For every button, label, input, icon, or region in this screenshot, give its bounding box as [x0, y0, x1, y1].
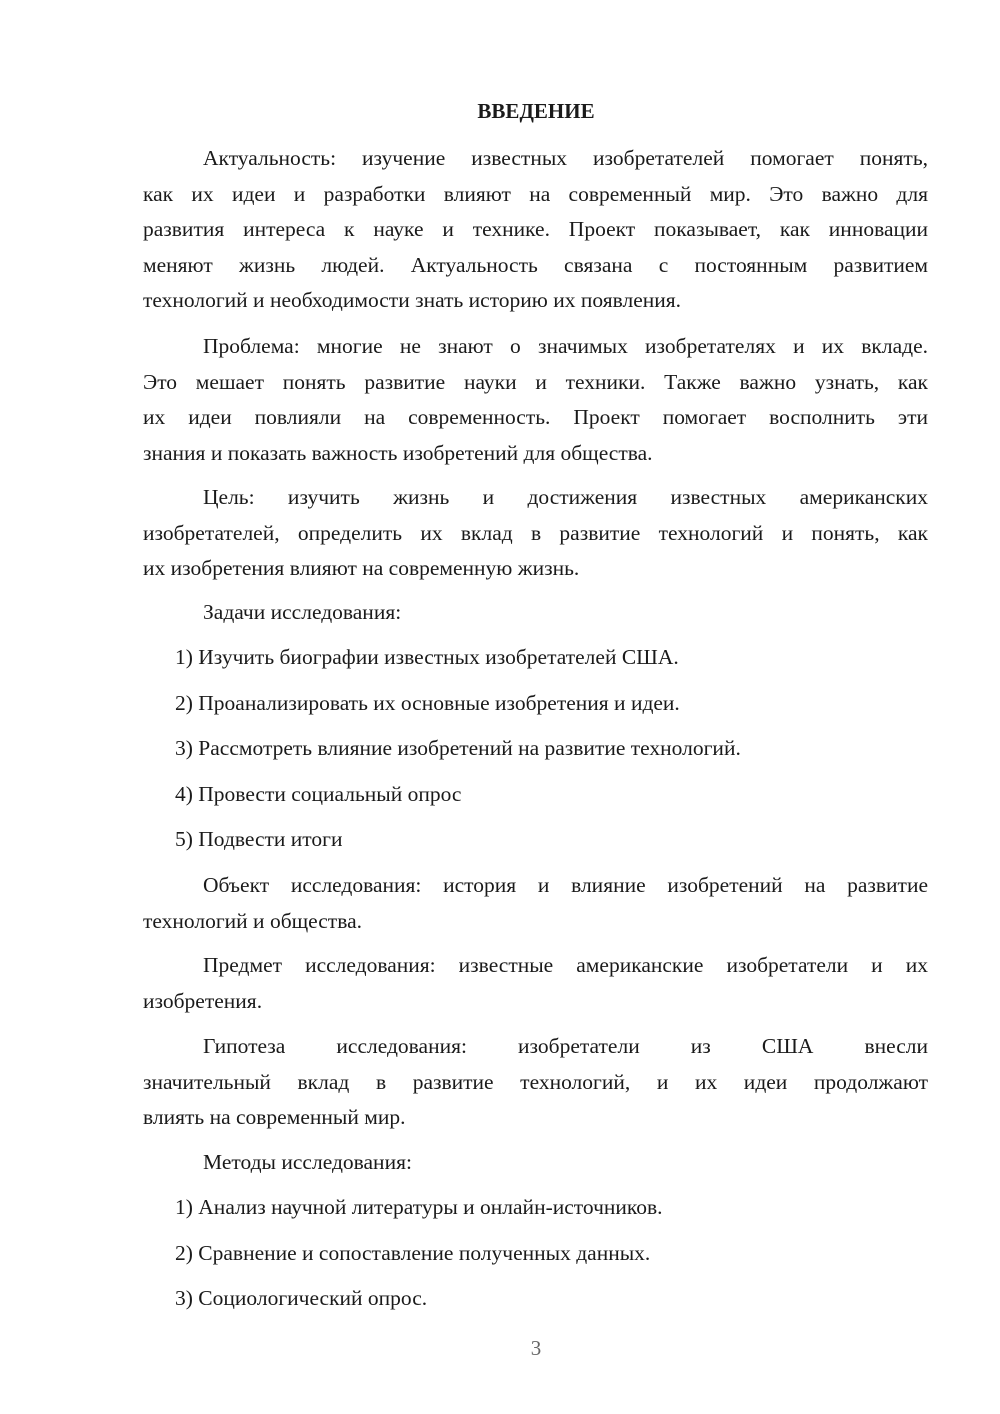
text-line: Цель: изучить жизнь и достижения известных американских — [203, 485, 928, 509]
tasks-heading: Задачи исследования: — [203, 600, 402, 624]
object-paragraph — [143, 868, 928, 939]
methods-list — [143, 1190, 928, 1327]
text-line: технологий и необходимости знать историю их появления. — [143, 288, 682, 312]
text-line: технологий и общества. — [143, 908, 362, 933]
text-line: Гипотеза исследования: изобретатели из США внесли — [203, 1034, 928, 1058]
list-item: 3) Социологический опрос. — [175, 1286, 428, 1310]
text-line: значительный вклад в развитие технологий, и их идеи продолжают — [143, 1069, 928, 1094]
list-item: 2) Проанализировать их основные изобретения и идеи. — [175, 690, 680, 715]
methods-section — [143, 1145, 928, 1181]
text-line: их изобретения влияют на современную жизнь. — [143, 556, 580, 580]
hypothesis-paragraph — [143, 1029, 928, 1136]
page-title: ВВЕДЕНИЕ — [477, 99, 595, 123]
text-line: их идеи повлияли на современность. Проект помогает восполнить эти — [143, 405, 928, 429]
list-item: 1) Анализ научной литературы и онлайн-источников. — [175, 1195, 663, 1219]
list-item: 3) Рассмотреть влияние изобретений на развитие технологий. — [175, 736, 741, 760]
text-line: изобретения. — [143, 988, 263, 1013]
relevance-paragraph — [143, 141, 928, 319]
list-item: 5) Подвести итоги — [175, 827, 343, 851]
text-line: как их идеи и разработки влияют на современный мир. Это важно для — [143, 181, 928, 206]
list-item: 1) Изучить биографии известных изобретателей США. — [175, 645, 679, 669]
text-line: Актуальность: изучение известных изобретателей помогает понять, — [203, 146, 928, 170]
text-line: Это мешает понять развитие науки и техники. Также важно узнать, как — [143, 369, 928, 394]
text-line: развития интереса к науке и технике. Проект показывает, как инновации — [143, 217, 928, 241]
page-number: 3 — [530, 1336, 542, 1360]
text-line: изобретателей, определить их вклад в развитие технологий и понять, как — [143, 520, 928, 545]
text-line: знания и показать важность изобретений для общества. — [143, 440, 653, 465]
tasks-section — [143, 595, 928, 631]
text-line: влиять на современный мир. — [143, 1105, 406, 1129]
list-item: 4) Провести социальный опрос — [175, 781, 462, 806]
text-line: меняют жизнь людей. Актуальность связана с постоянным развитием — [143, 252, 928, 277]
methods-heading: Методы исследования: — [203, 1150, 412, 1174]
text-line: Предмет исследования: известные американские изобретатели и их — [203, 953, 928, 977]
subject-paragraph — [143, 948, 928, 1019]
goal-paragraph — [143, 480, 928, 587]
text-line: Объект исследования: история и влияние изобретений на развитие — [203, 873, 928, 897]
text-line: Проблема: многие не знают о значимых изобретателях и их вкладе. — [203, 334, 928, 358]
tasks-list — [143, 640, 928, 868]
problem-paragraph — [143, 329, 928, 471]
list-item: 2) Сравнение и сопоставление полученных данных. — [175, 1240, 651, 1265]
